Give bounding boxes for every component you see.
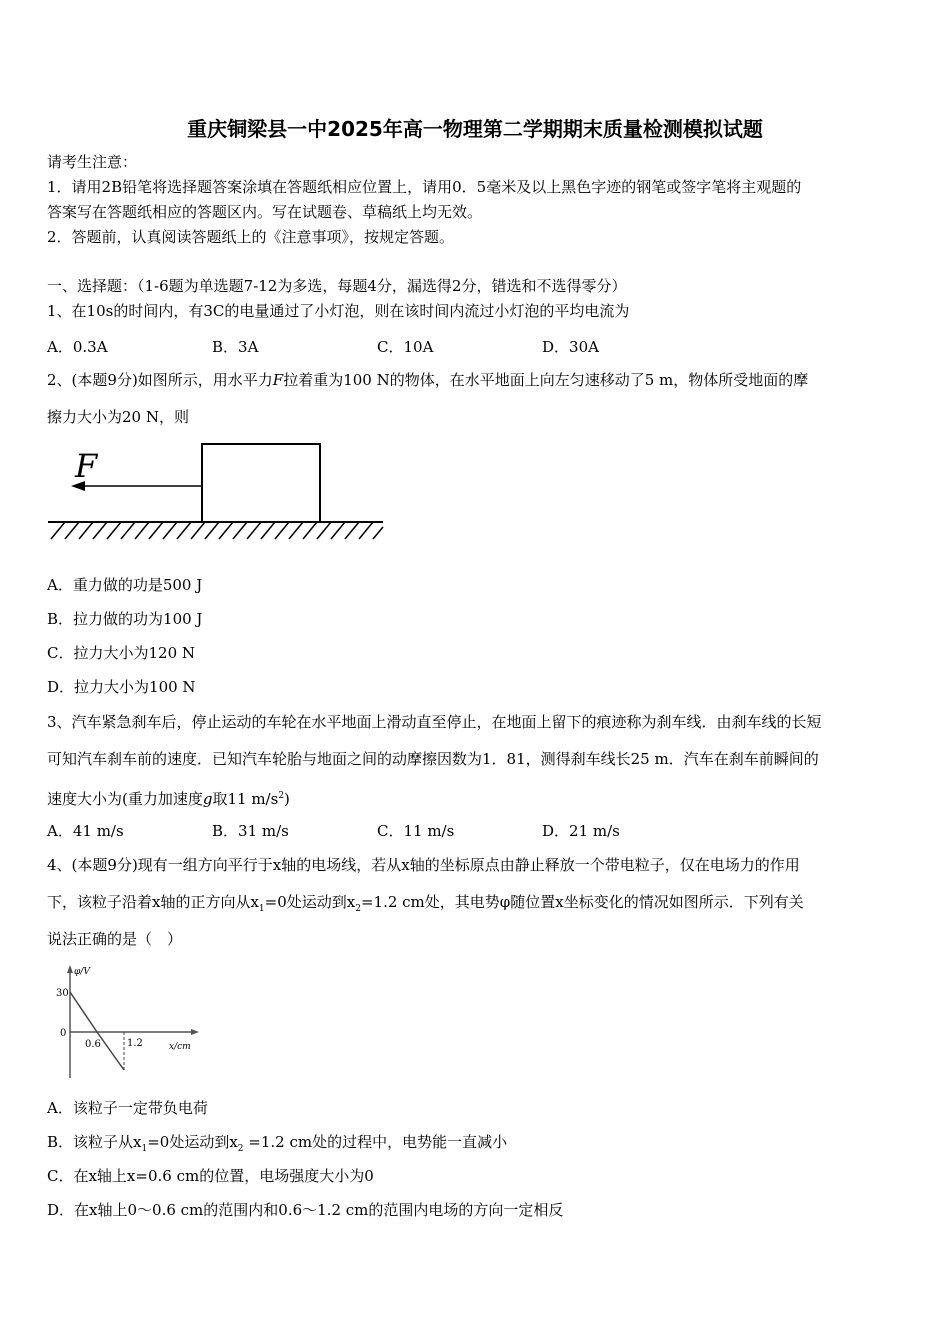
question-4-stem-line1: 4、(本题9分)现有一组方向平行于x轴的电场线，若从x轴的坐标原点由静止释放一个带电粒子，仅在电场力的作用 xyxy=(47,856,800,874)
q4-optb-2: =0处运动到x xyxy=(147,1133,238,1151)
q3-stem-g: g xyxy=(202,790,213,808)
question-4-stem-line3: 说法正确的是（ ） xyxy=(47,930,183,948)
q2-option-c: C．拉力大小为120 N xyxy=(47,644,196,662)
notice-heading: 请考生注意： xyxy=(47,153,138,171)
q2-stem-b: 拉着重为100 N的物体，在水平地面上向左匀速移动了5 m，物体所受地面的摩 xyxy=(283,371,809,389)
q2-stem-f: F xyxy=(272,371,284,389)
q3-option-a: A．41 m/s xyxy=(47,822,124,840)
question-3-stem-line1: 3、汽车紧急刹车后，停止运动的车轮在水平地面上滑动直至停止，在地面上留下的痕迹称为刹车线．由刹车线的长短 xyxy=(47,713,822,731)
y-axis-label: φ/V xyxy=(74,967,90,977)
q4-optb-3: =1.2 cm处的过程中，电势能一直减小 xyxy=(243,1133,508,1151)
origin-label: 0 xyxy=(60,1028,67,1039)
question-2-stem-line2: 擦力大小为20 N，则 xyxy=(47,408,189,426)
q1-option-b: B．3A xyxy=(212,338,259,356)
q4-stem-b2: =0处运动到x xyxy=(264,893,356,911)
q3-stem-sup: 2 xyxy=(278,791,285,801)
section-heading: 一、选择题：（1-6题为单选题7-12为多选，每题4分，漏选得2分，错选和不选得零分） xyxy=(47,277,627,295)
notice-item-1a: 1．请用2B铅笔将选择题答案涂填在答题纸相应位置上，请用0．5毫米及以上黑色字迹的钢笔或签字笔将主观题的 xyxy=(47,178,802,196)
q2-option-a: A．重力做的功是500 J xyxy=(47,576,203,594)
q4-stem-sub2: 2 xyxy=(355,904,361,914)
notice-item-2: 2．答题前，认真阅读答题纸上的《注意事项》，按规定答题。 xyxy=(47,228,455,246)
q4-optb-sub2: 2 xyxy=(237,1144,244,1154)
q2-force-diagram xyxy=(45,440,390,545)
q3-stem-c2: 取11 m/s xyxy=(212,790,279,808)
question-1-stem: 1、在10s的时间内，有3C的电量通过了小灯泡，则在该时间内流过小灯泡的平均电流为 xyxy=(47,302,630,320)
question-4-stem-line2 xyxy=(47,892,804,919)
notice-item-1b: 答案写在答题纸相应的答题区内。写在试题卷、草稿纸上均无效。 xyxy=(47,203,483,221)
x-axis-arrow xyxy=(191,1029,199,1035)
y-tick-30: 30 xyxy=(56,988,69,999)
q3-option-c: C．11 m/s xyxy=(377,822,455,840)
q3-stem-c3: ) xyxy=(284,790,290,808)
q2-stem-a: 2、(本题9分)如图所示，用水平力 xyxy=(47,371,273,389)
block xyxy=(202,444,320,522)
q3-option-b: B．31 m/s xyxy=(212,822,289,840)
q4-option-a: A．该粒子一定带负电荷 xyxy=(47,1099,208,1117)
q3-stem-c1: 速度大小为(重力加速度 xyxy=(47,790,203,808)
y-axis-arrow xyxy=(67,965,73,973)
q4-stem-sub1: 1 xyxy=(258,904,265,914)
q1-option-c: C．10A xyxy=(377,338,434,356)
q4-stem-b1: 下，该粒子沿着x轴的正方向从x xyxy=(47,893,259,911)
x-tick-0-6: 0.6 xyxy=(85,1039,101,1050)
q4-option-d: D．在x轴上0～0.6 cm的范围内和0.6～1.2 cm的范围内电场的方向一定相反 xyxy=(47,1201,564,1219)
x-axis-label: x/cm xyxy=(169,1042,191,1052)
force-label: F xyxy=(75,447,98,485)
question-3-stem-line3 xyxy=(47,786,290,809)
q2-option-d: D．拉力大小为100 N xyxy=(47,678,196,696)
q2-option-b: B．拉力做的功为100 J xyxy=(47,610,203,628)
question-3-stem-line2: 可知汽车刹车前的速度．已知汽车轮胎与地面之间的动摩擦因数为1．81，测得刹车线长25 m．汽车在刹车前瞬间的 xyxy=(47,750,819,768)
q4-potential-graph xyxy=(45,962,205,1082)
q4-optb-1: B．该粒子从x xyxy=(47,1133,142,1151)
page-title: 重庆铜梁县一中2025年高一物理第二学期期末质量检测模拟试题 xyxy=(187,117,763,141)
q4-option-c: C．在x轴上x=0.6 cm的位置，电场强度大小为0 xyxy=(47,1167,374,1185)
x-tick-1-2: 1.2 xyxy=(127,1038,143,1049)
question-2-stem-line1 xyxy=(47,370,808,390)
q1-option-a: A．0.3A xyxy=(47,338,108,356)
ground-hatching xyxy=(51,522,383,539)
q4-option-b xyxy=(47,1132,507,1159)
potential-line xyxy=(70,992,124,1070)
q4-optb-sub1: 1 xyxy=(141,1144,148,1154)
q1-option-d: D．30A xyxy=(542,338,599,356)
q3-option-d: D．21 m/s xyxy=(542,822,620,840)
q4-stem-b3: =1.2 cm处，其电势φ随位置x坐标变化的情况如图所示．下列有关 xyxy=(360,893,804,911)
